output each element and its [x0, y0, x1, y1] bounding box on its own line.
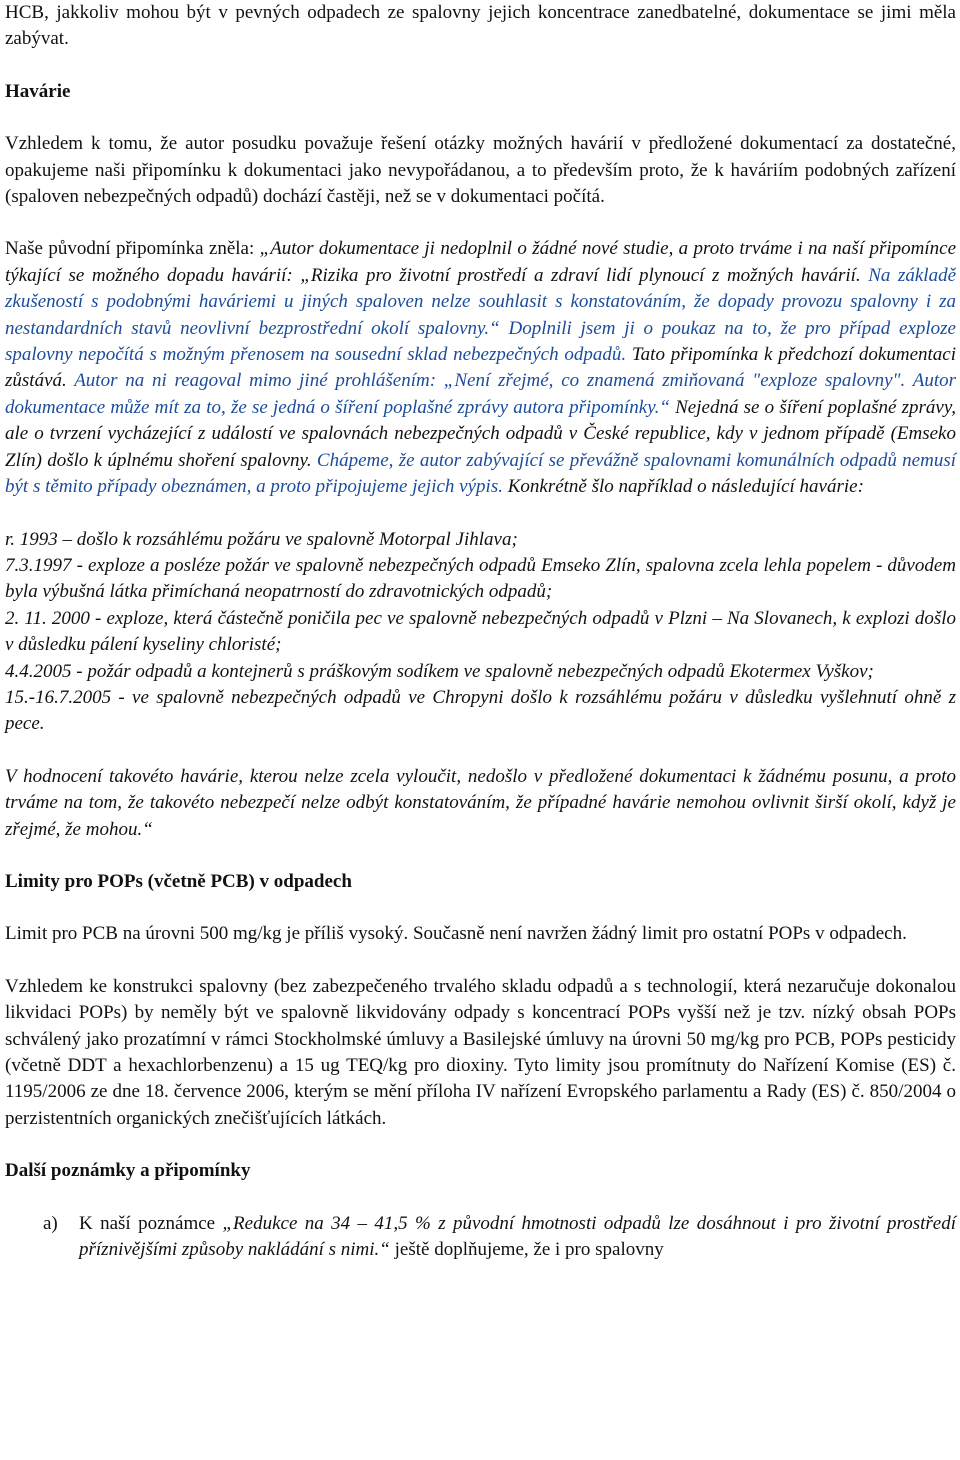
quote-segment: Konkrétně šlo například o následující havárie: — [507, 476, 864, 498]
list-item: 7.3.1997 - exploze a posléze požár ve spalovně nebezpečných odpadů Emseko Zlín, spalovna zcela lehla popelem - důvodem byla výbušná látka přimíchaná neopatrností do zdravotnických odpadů; — [5, 554, 956, 603]
quote-segment: Chápeme, že autor zabývající se převážně spalovnami komunálních odpadů nemusí být s těmito případy obeznámen, a proto připojujeme jejich výpis. — [5, 449, 956, 498]
quote-segment: Autor dokumentace může mít za to, že se jedná o šíření poplašné zprávy autora připomínky.“ — [5, 370, 956, 418]
quote-segment: Na základě zkušeností s podobnými haváriemi u jiných spaloven nelze souhlasit s konstatováním, že dopady provozu spalovny i za nestandardních stavů neovlivní bezprostřední okolí spalovny.“ — [5, 264, 956, 339]
text-segment: K naší poznámce — [79, 1212, 223, 1234]
list-item: 15.-16.7.2005 - ve spalovně nebezpečných odpadů ve Chropyni došlo k rozsáhlému požáru v důsledku vyšlehnutí ohně z pece. — [5, 686, 956, 735]
list-item-a — [5, 1211, 956, 1264]
quote-segment: „Rizika pro životní prostředí a zdraví lidí plynoucí z možných havárií. — [300, 264, 869, 286]
havarie-conclusion: V hodnocení takovéto havárie, kterou nelze zcela vyloučit, nedošlo v předložené dokumentaci k žádnému posunu, a proto trváme na tom, že takovéto nebezpečí nelze odbýt konstatováním, že případné havárie nemohou ovlivnit širší okolí, když je zřejmé, že mohou.“ — [5, 765, 956, 840]
quote-segment: „Redukce na 34 – 41,5 % z původní hmotnosti odpadů lze dosáhnout i pro životní prostředí příznivějšími způsoby nakládání s nimi.“ — [79, 1212, 956, 1261]
section-heading-limity: Limity pro POPs (včetně PCB) v odpadech — [5, 870, 352, 892]
limity-paragraph-1: Limit pro PCB na úrovni 500 mg/kg je příliš vysoký. Současně není navržen žádný limit pro ostatní POPs v odpadech. — [5, 923, 907, 945]
quote-segment: Autor na ni reagoval mimo jiné prohlášením: „Není zřejmé, co znamená zmiňovaná "exploze spalovny". — [74, 370, 913, 392]
section-heading-dalsi: Další poznámky a připomínky — [5, 1160, 251, 1182]
section-heading-havarie: Havárie — [5, 80, 71, 102]
intro-paragraph: HCB, jakkoliv mohou být v pevných odpadech ze spalovny jejich koncentrace zanedbatelné, dokumentace se jimi měla zabývat. — [5, 2, 956, 50]
list-marker: a) — [43, 1212, 58, 1234]
quote-segment: „Autor dokumentace ji nedoplnil o žádné nové studie, a proto trváme i na naší připomínce týkající se možného dopadu havárií: — [5, 238, 956, 286]
quote-segment: Doplnili jsem ji o poukaz na to, že pro případ exploze spalovny nepočítá s možným přenosem na sousední sklad nebezpečných odpadů. — [5, 317, 956, 366]
text-segment: Naše původní připomínka zněla: — [5, 238, 260, 260]
limity-paragraph-2: Vzhledem ke konstrukci spalovny (bez zabezpečeného trvalého skladu odpadů a s technologií, která nezaručuje dokonalou likvidaci POPs) by neměly být ve spalovně likvidovány odpady s koncentrací POPs vyšší než je tzv. nízký obsah POPs schválený jako prozatímní v rámci Stockholmské úmluvy a Basilejské úmluvy na úrovni 50 mg/kg pro PCB, POPs pesticidy (včetně DDT a hexachlorbenzenu) a 15 ug TEQ/kg pro dioxiny. Tyto limity jsou promítnuty do Nařízení Komise (ES) č. 1195/2006 ze dne 18. července 2006, kterým se mění příloha IV nařízení Evropského parlamentu a Rady (ES) č. 850/2004 o perzistentních organických znečišťujících látkách. — [5, 975, 956, 1129]
havarie-paragraph-2 — [5, 236, 956, 500]
text-segment: ještě doplňujeme, že i pro spalovny — [394, 1239, 664, 1261]
havarie-paragraph-1: Vzhledem k tomu, že autor posudku považuje řešení otázky možných havárií v předložené dokumentací za dostatečné, opakujeme naši připomínku k dokumentaci jako nevypořádanou, a to především proto, že k haváriím podobných zařízení (spaloven nebezpečných odpadů) dochází častěji, než se v dokumentaci počítá. — [5, 133, 956, 208]
list-item: 4.4.2005 - požár odpadů a kontejnerů s práškovým sodíkem ve spalovně nebezpečných odpadů Ekotermex Vyškov; — [5, 660, 874, 682]
list-item-text — [79, 1211, 956, 1264]
quote-segment: Nejedná se o šíření poplašné zprávy, ale o tvrzení vycházející z událostí ve spalovnách nebezpečných odpadů v České republice, kdy v jednom případě (Emseko Zlín) došlo k úplnému shoření spalovny. — [5, 396, 956, 471]
incident-list — [5, 527, 956, 738]
list-item: 2. 11. 2000 - exploze, která částečně poničila pec ve spalovně nebezpečných odpadů v Plzni – Na Slovanech, k explozi došlo v důsledku pálení kyseliny chloristé; — [5, 607, 956, 656]
list-item: r. 1993 – došlo k rozsáhlému požáru ve spalovně Motorpal Jihlava; — [5, 528, 518, 550]
quote-segment: Tato připomínka k předchozí dokumentaci zůstává. — [5, 344, 956, 392]
